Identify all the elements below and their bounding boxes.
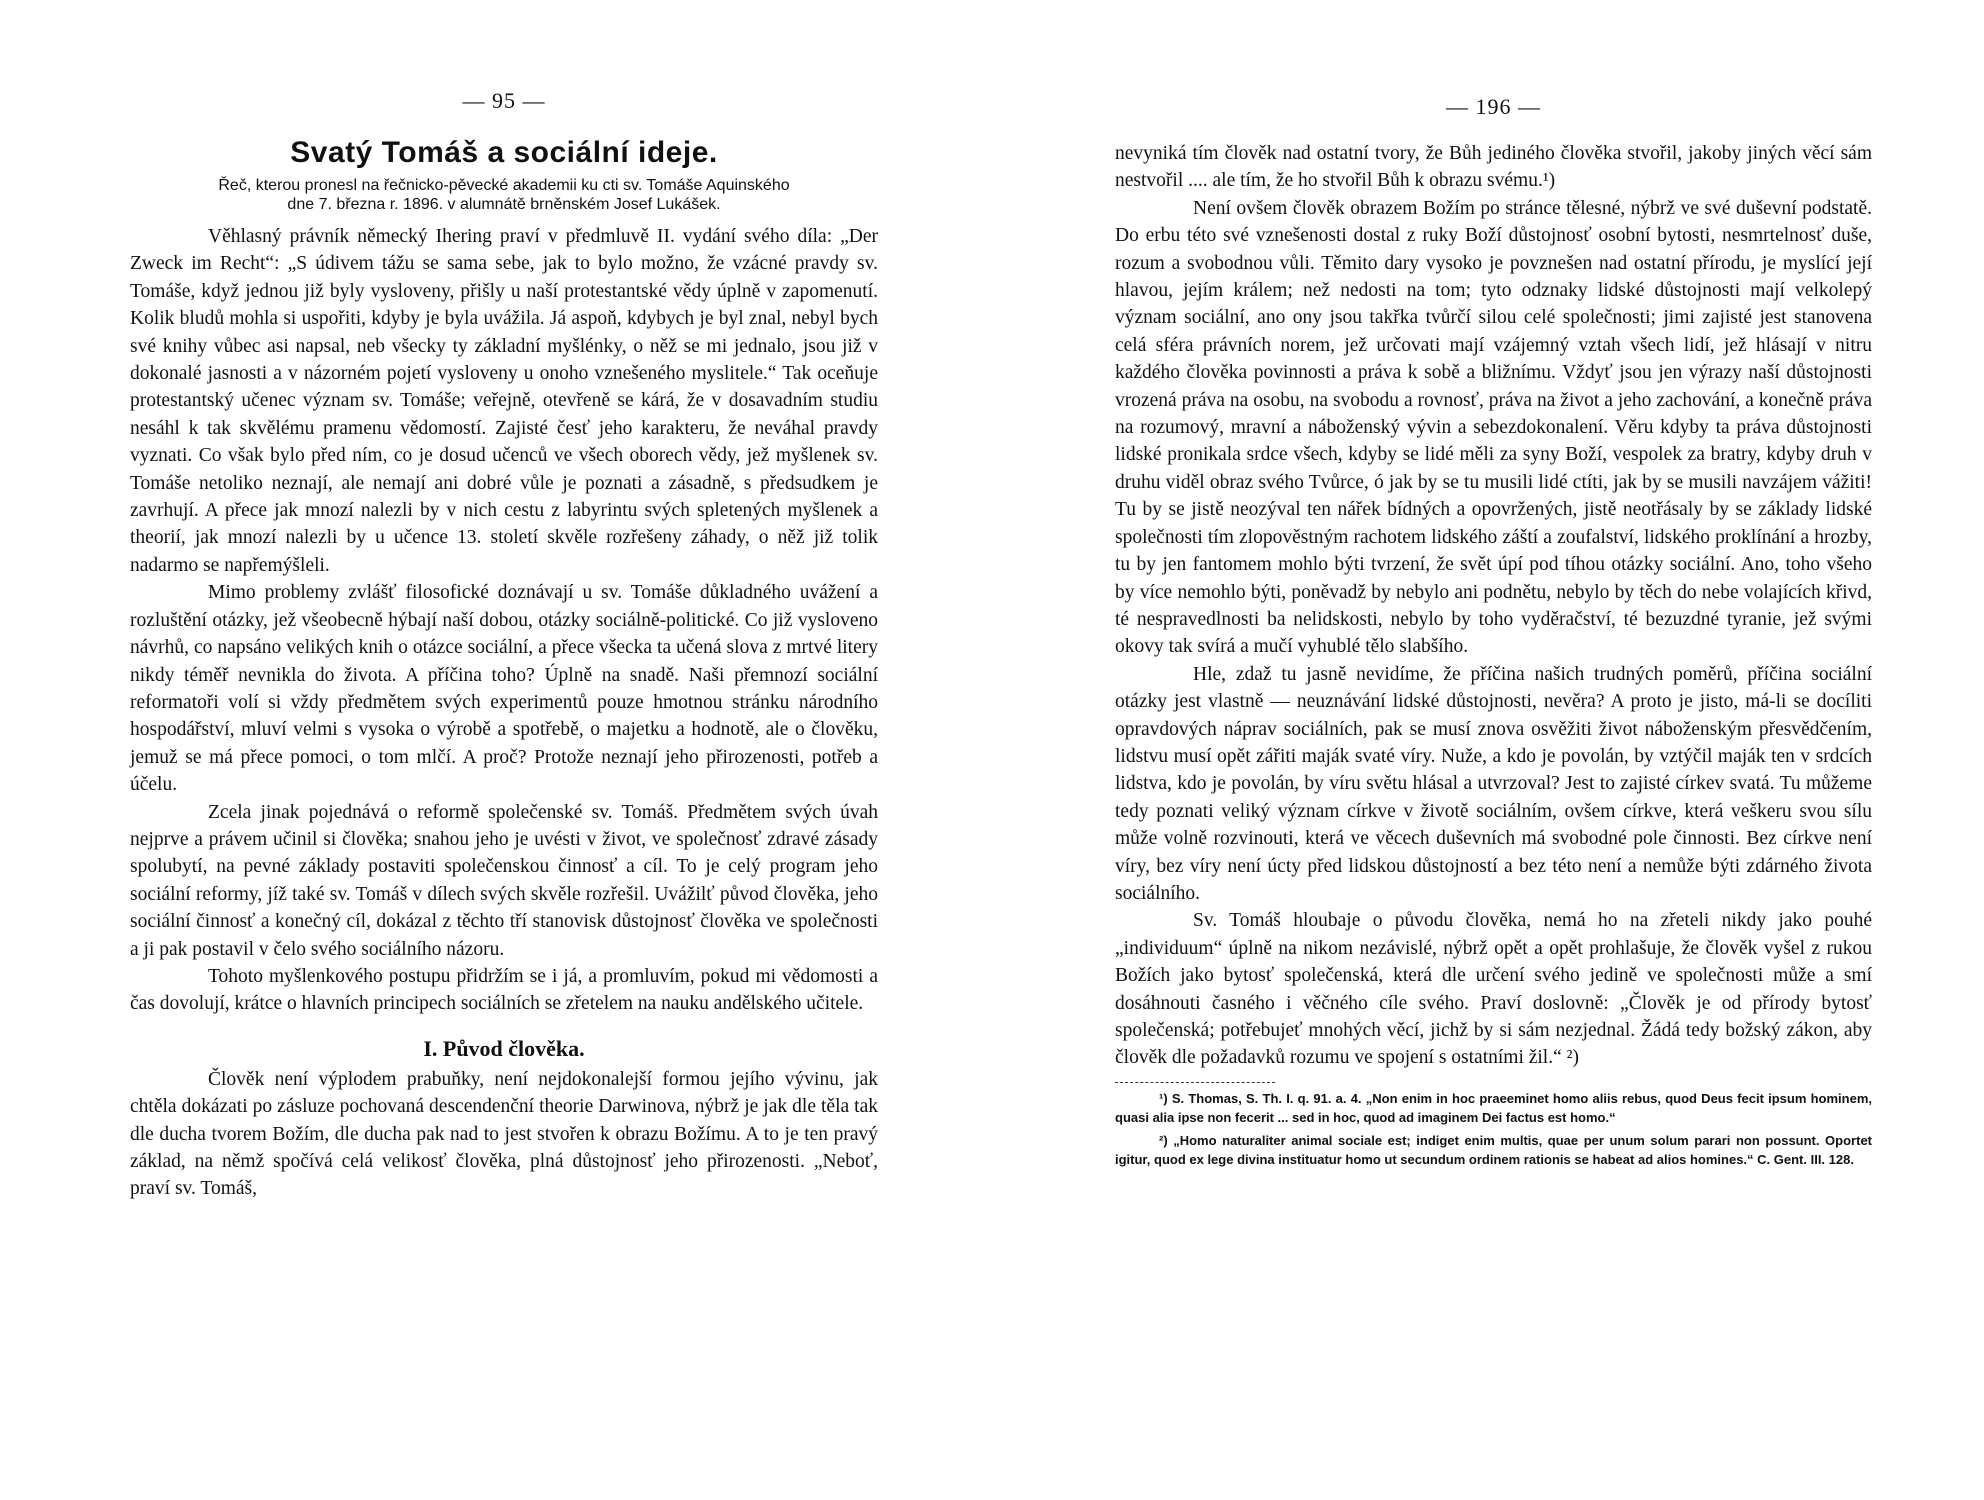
body-paragraph: Sv. Tomáš hloubaje o původu člověka, nemá ho na zřeteli nikdy jako pouhé „individuum“ úplně na nikom nezávislé, nýbrž opět a opět prohlašuje, že člověk vyšel z rukou Božích jako bytosť společenská, která dle určení svého jedině ve společnosti může a smí dosáhnouti časného i věčného cíle svého. Praví doslovně: „Člověk je od přírody bytosť společenská; potřebujeť mnohých věcí, jichž by si sám nezjednal. Žádá tedy božský zákon, aby člověk dle požadavků rozumu ve spojení s ostatními žil.“ ²) xyxy=(1115,910,1872,1069)
article-subtitle xyxy=(130,176,878,214)
body-paragraph: Věhlasný právník německý Ihering praví v předmluvě II. vydání svého díla: „Der Zweck im Recht“: „S údivem tážu se sama sebe, jak to bylo možno, že vzácné pravdy sv. Tomáše, když jednou již byly vysloveny, přišly u naší protestantské vědy úplně v zapomenutí. Kolik bludů mohla si uspořiti, kdyby je byla uvážila. Já aspoň, kdybych je byl znal, nebyl bych své knihy vůbec asi napsal, neb všecky ty základní myšlénky, o něž se mi jednalo, jsou již v dokonalé jasnosti a v názorném pojetí vysloveny u onoho vznešeného myslitele.“ Tak oceňuje protestantský učenec význam sv. Tomáše; veřejně, otevřeně se kárá, že v dosavadním studiu nesáhl k tak skvělému pramenu vědomostí. Zajisté česť jeho karakteru, že neváhal pravdy vyznati. Co však bylo před ním, co je dosud učenců ve všech oborech vědy, jež myšlenek sv. Tomáše netoliko neznají, ale nemají ani dobré vůle je poznati a zásadně, s předsudkem je zavrhují. A přece jak mnozí nalezli by v nich cestu z labyrintu svých spletených myšlenek a theorií, jak mnozí nalezli by u učence 13. století skvěle rozřešeny záhady, o něž již tolik nadarmo se napřemýšleli. xyxy=(130,226,878,576)
subtitle-line: dne 7. března r. 1896. v alumnátě brněnském Josef Lukášek. xyxy=(287,196,721,213)
body-paragraph: Hle, zdaž tu jasně nevidíme, že příčina našich trudných poměrů, příčina sociální otázky jest vlastně — neuznávání lidské důstojnosti, nevěra? A proto je jisto, má-li se docíliti opravdových náprav sociálních, pak se musí znova osvěžiti život náboženským přesvědčením, lidstvu musí opět zářiti maják svaté víry. Nuže, a kdo je povolán, by vztýčil maják ten v srdcích lidstva, kdo je povolán, by víru světu hlásal a utvrzoval? Jest to zajisté církev svatá. Tu můžeme tedy poznati veliký význam církve v životě sociálním, ovšem církve, která veškeru svou sílu může volně rozvinouti, která ve věcech duševních má svobodné pole činnosti. Bez církve není víry, bez víry není úcty před lidskou důstojností a bez této není a nemůže býti zdárného života sociálního. xyxy=(1115,663,1872,904)
page-number: — 196 — xyxy=(1446,94,1541,119)
right-page xyxy=(1115,0,1872,1173)
footnote: ¹) S. Thomas, S. Th. I. q. 91. a. 4. „Non enim in hoc praeeminet homo aliis rebus, quod Deus fecit ipsum hominem, quasi alia ipse non fecerit ... sed in hoc, quod ad imaginem Dei factus est homo.“ xyxy=(1115,1090,1872,1125)
article-title: Svatý Tomáš a sociální ideje. xyxy=(290,136,718,169)
body-paragraph: Člověk není výplodem prabuňky, není nejdokonalejší formou jejího vývinu, jak chtěla dokázati po zásluze pochovaná descendenční theorie Darwinova, nýbrž je jak dle těla tak dle ducha tvorem Božím, dle ducha pak nad to jest stvořen k obrazu Božímu. A to je ten pravý základ, na němž spočívá celá velikosť člověka, plná důstojnosť jeho přirozenosti. „Neboť, praví sv. Tomáš, xyxy=(130,1068,878,1200)
section-heading: I. Původ člověka. xyxy=(423,1035,585,1061)
left-page xyxy=(130,0,878,1203)
footnote: ²) „Homo naturaliter animal sociale est; indiget enim multis, quae per unum solum parari non possunt. Oportet igitur, quod ex lege divina instituatur homo ut secundum ordinem rationis se habeat ad alios homines.“ C. Gent. III. 128. xyxy=(1115,1132,1872,1167)
footnote-divider xyxy=(1115,1082,1275,1083)
body-paragraph: Mimo problemy zvlášť filosofické doznávají u sv. Tomáše důkladného uvážení a rozluštění otázky, jež všeobecně hýbají naší dobou, otázky sociálně-politické. Co již vysloveno návrhů, co napsáno velikých knih o otázce sociální, a přece všecka ta učená slova z mrtvé litery nikdy téměř nevnikla do života. A příčina toho? Úplně na snadě. Naši přemnozí sociální reformatoři volí si vždy předmětem svých experimentů pouze hmotnou stránku národního hospodářství, mluví velmi s vysoka o výrobě a spotřebě, o majetku a hodnotě, ale o člověku, jemuž se má přece pomoci, o tom mlčí. A proč? Protože neznají jeho přirozenosti, potřeb a účelu. xyxy=(130,582,878,796)
body-paragraph: Není ovšem člověk obrazem Božím po stránce tělesné, nýbrž ve své duševní podstatě. Do erbu této své vznešenosti dostal z ruky Boží důstojnosť osobní bytosti, nesmrtelnosť duše, rozum a svobodnou vůli. Těmito dary vysoko je povznešen nad ostatní přírodu, je myslící její hlavou, jejím králem; než nedosti na tom; tyto odznaky lidské důstojnosti mají velkolepý význam sociální, ano ony jsou takřka tvůrčí silou celé společnosti; jimi zajisté jest stanovena celá sféra právních norem, jež určovati mají vzájemný vztah všech lidí, jež hlásají v nitru každého člověka povinnosti a práva k sobě a bližnímu. Vždyť jsou jen výrazy naší důstojnosti vrozená práva na osobu, na svobodu a rovnosť, práva na život a jeho zachování, a konečně práva na rozumový, mravní a náboženský vývin a sebezdokonalení. Věru kdyby ta práva důstojnosti lidské pronikala srdce všech, kdyby se lidé měli za syny Boží, vespolek za bratry, kdyby druh v druhu viděl obraz svého Tvůrce, ó jak by se tu musili lidé ctíti, jak by se musili navzájem vážiti! Tu by se jistě neozýval ten nářek bídných a opovržených, jistě neotřásaly by se základy lidské společnosti tím zlopověstným rachotem lidského záští a zoufalství, lidského proklínání a hrozby, tu by jen fantomem mohlo býti tvrzení, že svět úpí pod tíhou otázky sociální. Ano, toho všeho by více nemohlo býti, poněvadž by nebylo ani podnětu, nebylo by těch do nebe volajících křivd, té nespravedlnosti ba nelidskosti, nebylo by toho vyděračství, té bezuzdné tyranie, jež svými okovy tak svírá a mučí vyhublé tělo slabšího. xyxy=(1115,197,1872,658)
body-paragraph: Zcela jinak pojednává o reformě společenské sv. Tomáš. Předmětem svých úvah nejprve a právem učinil si člověka; snahou jeho je uvésti v život, ve společnosť zdravé zásady spolubytí, na pevné základy postaviti společenskou činnosť a cíl. To je celý program jeho sociální reformy, jíž také sv. Tomáš v dílech svých skvěle rozřešil. Uvážilť původ člověka, jeho sociální činnosť a konečný cíl, dokázal z těchto tří stanovisk důstojnosť člověka ve společnosti a ji pak postavil v čelo svého sociálního názoru. xyxy=(130,801,878,960)
body-paragraph: nevyniká tím člověk nad ostatní tvory, že Bůh jediného člověka stvořil, jakoby jiných věcí sám nestvořil .... ale tím, že ho stvořil Bůh k obrazu svému.¹) xyxy=(1115,143,1872,192)
subtitle-line: Řeč, kterou pronesl na řečnicko-pěvecké akademii ku cti sv. Tomáše Aquinského xyxy=(218,177,790,194)
page-number: — 95 — xyxy=(462,88,546,113)
body-paragraph: Tohoto myšlenkového postupu přidržím se i já, a promluvím, pokud mi vědomosti a čas dovolují, krátce o hlavních principech sociálních se zřetelem na nauku andělského učitele. xyxy=(130,965,878,1015)
